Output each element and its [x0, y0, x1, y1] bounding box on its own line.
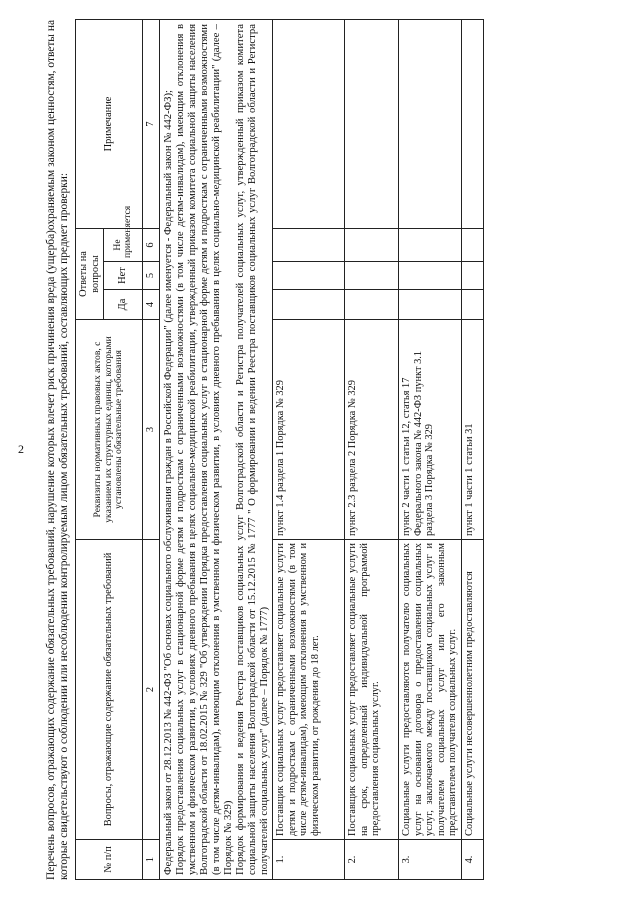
col-number: 5	[143, 262, 160, 290]
header-not-applicable: Не применяется	[104, 229, 143, 262]
row-number: 4.	[461, 840, 483, 880]
table-row	[461, 20, 483, 880]
answer-yes-cell[interactable]	[273, 290, 345, 320]
answer-yes-cell[interactable]	[399, 290, 462, 320]
note-cell[interactable]	[399, 20, 462, 229]
header-note: Примечание	[76, 20, 143, 229]
col-number: 4	[143, 290, 160, 320]
table-row	[399, 20, 462, 880]
legal-basis-law: Федеральный закон от 28.12.2013 № 442-ФЗ "Об основах социального обслуживания граждан в Российской Федерации" (далее именуется - Федеральный закон № 442-ФЗ);	[161, 90, 174, 875]
col-number: 1	[143, 840, 160, 880]
checklist-table	[75, 19, 484, 880]
header-answers: Ответы на вопросы	[76, 229, 104, 320]
answer-no-cell[interactable]	[399, 262, 462, 290]
answer-yes-cell[interactable]	[345, 290, 399, 320]
col-number: 2	[143, 540, 160, 840]
row-requisites: пункт 2.3 раздела 2 Порядка № 329	[345, 320, 399, 540]
col-number: 7	[143, 20, 160, 229]
answer-na-cell[interactable]	[399, 229, 462, 262]
header-yes: Да	[104, 290, 143, 320]
page-number: 2	[18, 442, 24, 456]
row-requisites: пункт 1.4 раздела 1 Порядка № 329	[273, 320, 345, 540]
col-number: 3	[143, 320, 160, 540]
header-question: Вопросы, отражающие содержание обязательных требований	[76, 540, 143, 840]
intro-paragraph: Перечень вопросов, отражающих содержание обязательных требований, нарушение которых влечет риск причинения вреда (ущерба)охраняемым законом ценностям, ответы на которые свидетельствуют о соблюдении или несоблюдении контролируемым лицом обязательных требований, составляющих предмет проверки:	[45, 20, 70, 880]
answer-no-cell[interactable]	[345, 262, 399, 290]
col-number: 6	[143, 229, 160, 262]
row-number: 2.	[345, 840, 399, 880]
answer-no-cell[interactable]	[461, 262, 483, 290]
note-cell[interactable]	[345, 20, 399, 229]
legal-basis-order-1777: Порядок формирования и ведения Реестра поставщиков социальных услуг Волгоградской области и Регистра получателей социальных услуг, утвержденный приказом комитета социальной защиты населения Волгоградской области от 15.12.2015 № 1777 " О формировании и ведении Реестра поставщиков социальных услуг Волгоградской области и Регистра получателей социальных услуг" (далее – Порядок № 1777)	[234, 24, 271, 875]
answer-na-cell[interactable]	[345, 229, 399, 262]
table-row	[273, 20, 345, 880]
answer-na-cell[interactable]	[461, 229, 483, 262]
row-question: Социальные услуги предоставляются получателю социальных услуг на основании договора о предоставлении социальных услуг, заключаемого между поставщиком социальных услуг и получателем социальных услуг или его законным представителем получателя социальных услуг.	[399, 540, 462, 840]
note-cell[interactable]	[461, 20, 483, 229]
answer-no-cell[interactable]	[273, 262, 345, 290]
note-cell[interactable]	[273, 20, 345, 229]
table-row	[345, 20, 399, 880]
row-number: 3.	[399, 840, 462, 880]
legal-basis-order-329: Порядок предоставления социальных услуг в стационарной форме детям и подросткам с ограниченными возможностями (в том числе детям-инвалидам), имеющим отклонения в умственном и физическом развитии, в условиях дневного пребывания в целях социально-медицинской реабилитации, утвержденный приказом комитета социальной защиты населения Волгоградской области от 18.02.2015 № 329 "Об утверждении Порядка предоставления социальных услуг в стационарной форме детям и подросткам с ограниченными возможностями (в том числе детям-инвалидам), имеющим отклонения в умственном и физическом развитии, в условиях дневного пребывания в целях социально-медицинской реабилитации" (далее – Порядок № 329)	[173, 24, 234, 875]
column-number-row	[143, 20, 160, 880]
header-num: № п/п	[76, 840, 143, 880]
header-row	[76, 20, 104, 880]
header-requisites: Реквизиты нормативных правовых актов, с указанием их структурных единиц, которыми установлены обязательные требования	[76, 320, 143, 540]
row-question: Поставщик социальных услуг предоставляет социальные услуги на срок, определенный индивидуальной программой предоставления социальных услуг.	[345, 540, 399, 840]
row-requisites: пункт 1 части 1 статьи 31	[461, 320, 483, 540]
row-question: Социальные услуги несовершеннолетним предоставляются	[461, 540, 483, 840]
row-question: Поставщик социальных услуг предоставляет социальные услуги детям и подросткам с ограниченными возможностями (в том числе детям-инвалидам), имеющим отклонения в умственном и физическом развитии, от рождения до 18 лет.	[273, 540, 345, 840]
row-number: 1.	[273, 840, 345, 880]
legal-basis-cell	[159, 20, 273, 880]
rotated-page-content	[45, 20, 640, 880]
header-no: Нет	[104, 262, 143, 290]
answer-yes-cell[interactable]	[461, 290, 483, 320]
legal-basis-row	[159, 20, 273, 880]
row-requisites: пункт 2 части 1 статьи 12, статья 17 Федерального закона № 442-ФЗ пункт 3.1 раздела 3 Порядка № 329	[399, 320, 462, 540]
answer-na-cell[interactable]	[273, 229, 345, 262]
